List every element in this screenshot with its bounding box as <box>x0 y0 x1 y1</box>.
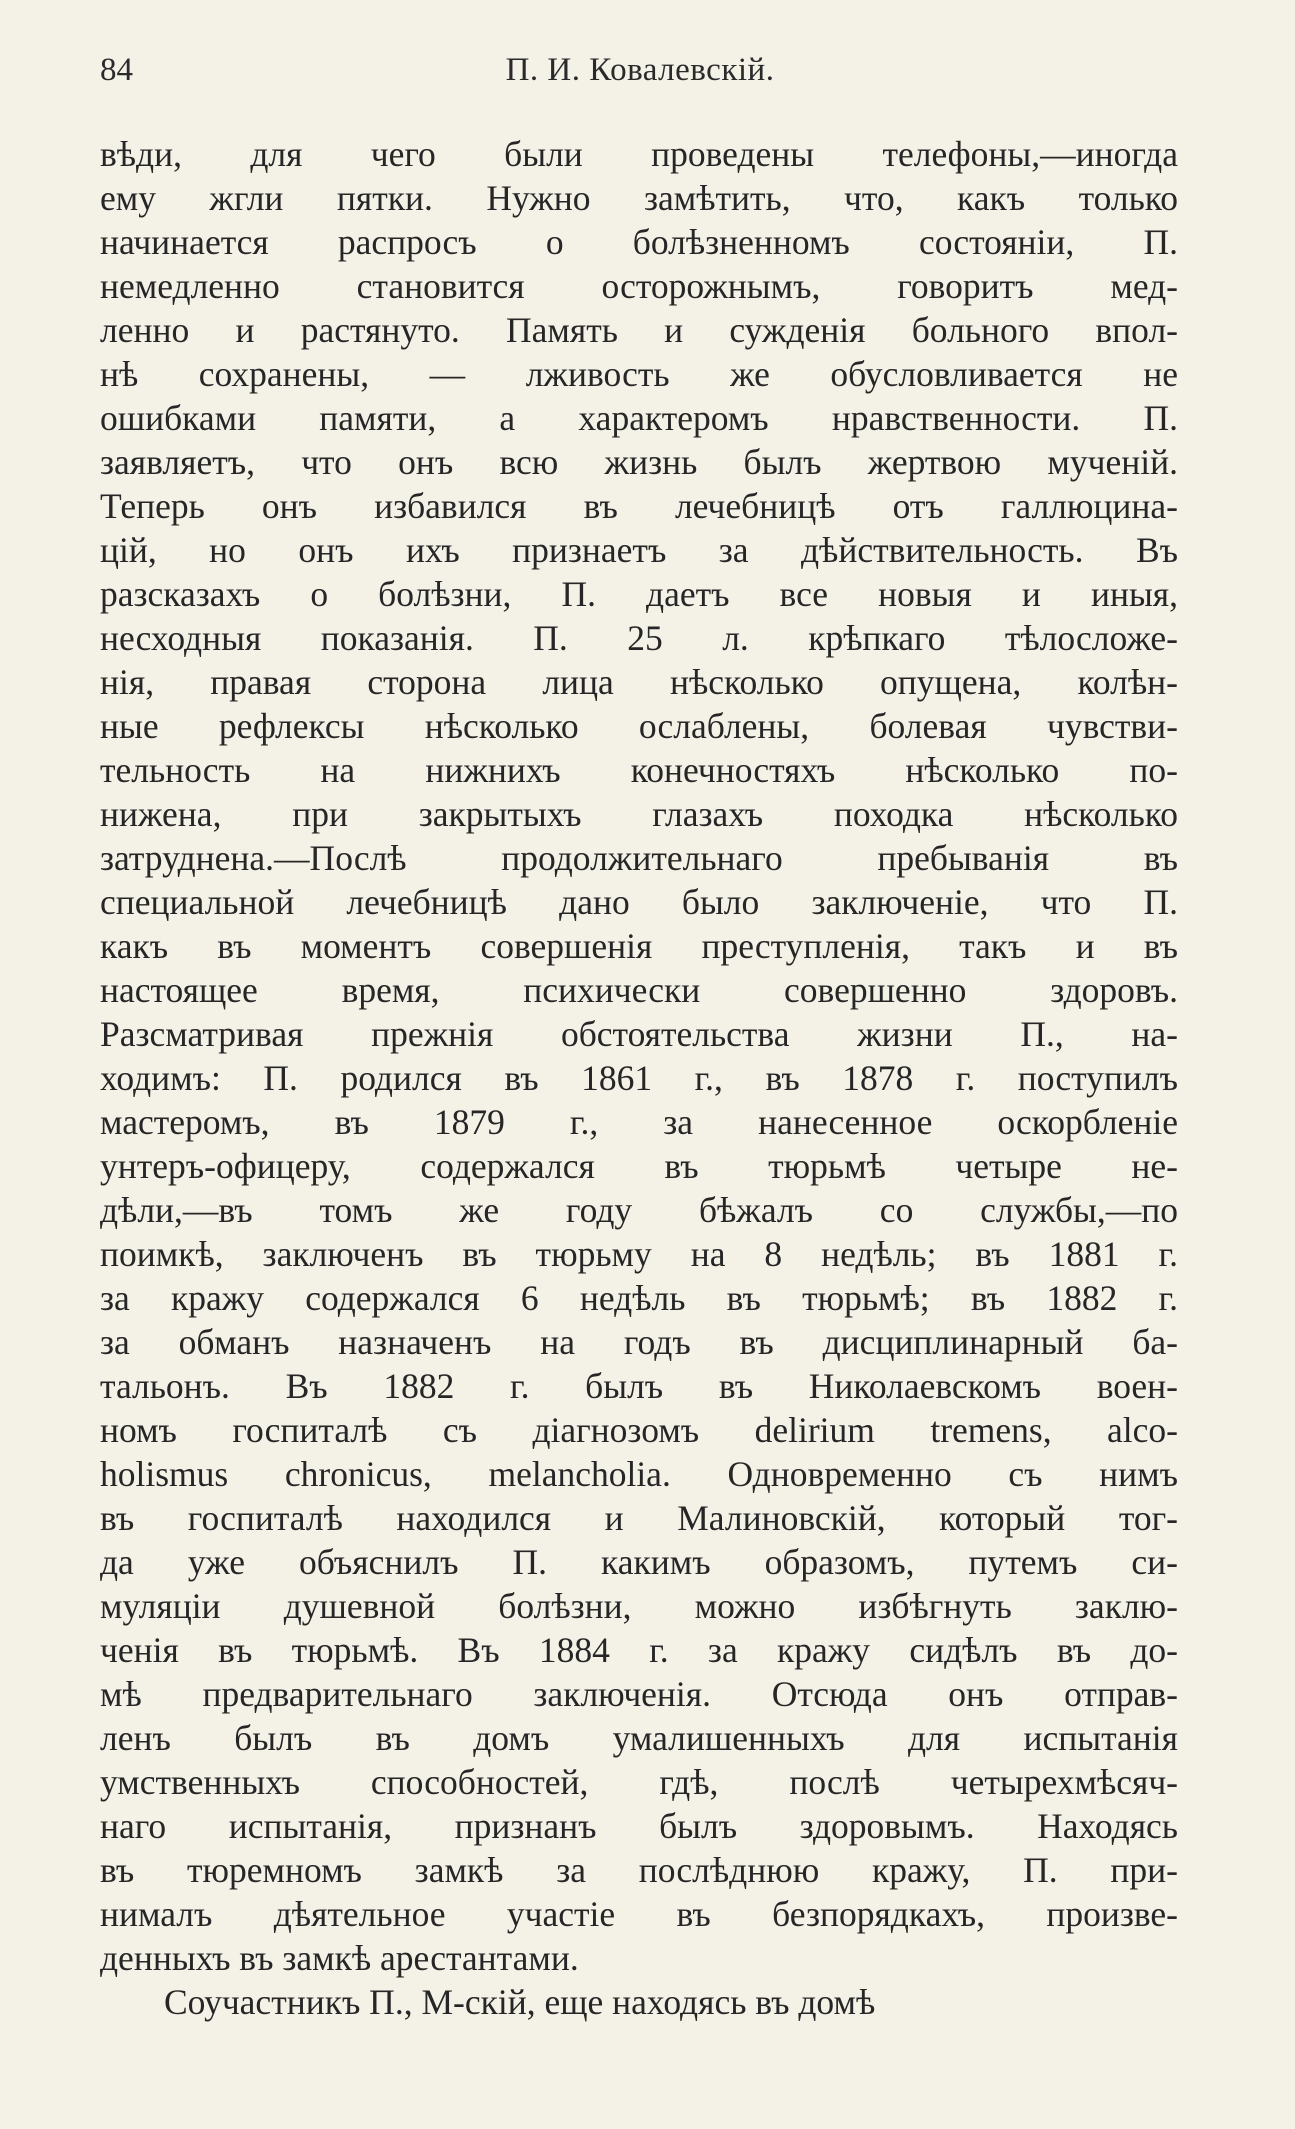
text-line: Теперь онъ избавился въ лечебницѣ отъ галлюцина- <box>100 486 1178 526</box>
text-line: умственныхъ способностей, гдѣ, послѣ четырехмѣсяч- <box>100 1762 1178 1802</box>
text-line: ные рефлексы нѣсколько ослаблены, болевая чувстви- <box>100 706 1178 746</box>
page-number: 84 <box>100 52 133 88</box>
text-line: тельность на нижнихъ конечностяхъ нѣсколько по- <box>100 750 1178 790</box>
text-line: цій, но онъ ихъ признаетъ за дѣйствительность. Въ <box>100 530 1178 570</box>
text-line: мѣ предварительнаго заключенія. Отсюда онъ отправ- <box>100 1674 1178 1714</box>
text-line: наго испытанія, признанъ былъ здоровымъ. Находясь <box>100 1806 1178 1846</box>
text-line: за обманъ назначенъ на годъ въ дисциплинарный ба- <box>100 1322 1178 1362</box>
text-line: начинается распросъ о болѣзненномъ состояніи, П. <box>100 222 1178 262</box>
text-line: немедленно становится осторожнымъ, говоритъ мед- <box>100 266 1178 306</box>
text-line: номъ госпиталѣ съ діагнозомъ delirium tremens, alco- <box>100 1410 1178 1450</box>
page-header <box>100 52 1180 96</box>
text-line: специальной лечебницѣ дано было заключеніе, что П. <box>100 882 1178 922</box>
text-line: ленъ былъ въ домъ умалишенныхъ для испытанія <box>100 1718 1178 1758</box>
text-line: денныхъ въ замкѣ арестантами. <box>100 1938 579 1978</box>
text-line: поимкѣ, заключенъ въ тюрьму на 8 недѣль; въ 1881 г. <box>100 1234 1178 1274</box>
text-line: holismus chronicus, melancholia. Одновременно съ нимъ <box>100 1454 1178 1494</box>
text-line: разсказахъ о болѣзни, П. даетъ все новыя и иныя, <box>100 574 1178 614</box>
paragraph-1 <box>100 132 1178 1980</box>
text-line: затруднена.—Послѣ продолжительнаго пребыванія въ <box>100 838 1178 878</box>
text-line: нѣ сохранены, — лживость же обусловливается не <box>100 354 1178 394</box>
text-line: Разсматривая прежнія обстоятельства жизни П., на- <box>100 1014 1178 1054</box>
text-line: дѣли,—въ томъ же году бѣжалъ со службы,—по <box>100 1190 1178 1230</box>
text-line: вѣди, для чего были проведены телефоны,—иногда <box>100 134 1178 174</box>
body-text <box>100 132 1178 2024</box>
text-line: ему жгли пятки. Нужно замѣтить, что, какъ только <box>100 178 1178 218</box>
text-line: да уже объяснилъ П. какимъ образомъ, путемъ си- <box>100 1542 1178 1582</box>
text-line: мастеромъ, въ 1879 г., за нанесенное оскорбленіе <box>100 1102 1178 1142</box>
text-line: тальонъ. Въ 1882 г. былъ въ Николаевскомъ воен- <box>100 1366 1178 1406</box>
text-line: ходимъ: П. родился въ 1861 г., въ 1878 г. поступилъ <box>100 1058 1178 1098</box>
text-line: какъ въ моментъ совершенія преступленія, такъ и въ <box>100 926 1178 966</box>
text-line: ленно и растянуто. Память и сужденія больного впол- <box>100 310 1178 350</box>
text-line: нижена, при закрытыхъ глазахъ походка нѣсколько <box>100 794 1178 834</box>
text-line: несходныя показанія. П. 25 л. крѣпкаго тѣлосложе- <box>100 618 1178 658</box>
text-line: ошибками памяти, а характеромъ нравственности. П. <box>100 398 1178 438</box>
text-line: нія, правая сторона лица нѣсколько опущена, колѣн- <box>100 662 1178 702</box>
text-line: Соучастникъ П., М-скій, еще находясь въ домѣ <box>164 1982 876 2022</box>
text-line: нималъ дѣятельное участіе въ безпорядкахъ, произве- <box>100 1894 1178 1934</box>
paragraph-2 <box>100 1980 1178 2024</box>
text-line: въ тюремномъ замкѣ за послѣднюю кражу, П. при- <box>100 1850 1178 1890</box>
text-line: муляціи душевной болѣзни, можно избѣгнуть заклю- <box>100 1586 1178 1626</box>
text-line: заявляетъ, что онъ всю жизнь былъ жертвою мученій. <box>100 442 1178 482</box>
text-line: ченія въ тюрьмѣ. Въ 1884 г. за кражу сидѣлъ въ до- <box>100 1630 1178 1670</box>
text-line: за кражу содержался 6 недѣль въ тюрьмѣ; въ 1882 г. <box>100 1278 1178 1318</box>
text-line: въ госпиталѣ находился и Малиновскій, который тог- <box>100 1498 1178 1538</box>
text-line: настоящее время, психически совершенно здоровъ. <box>100 970 1178 1010</box>
running-title: П. И. Ковалевскій. <box>505 52 775 88</box>
text-line: унтеръ-офицеру, содержался въ тюрьмѣ четыре не- <box>100 1146 1178 1186</box>
